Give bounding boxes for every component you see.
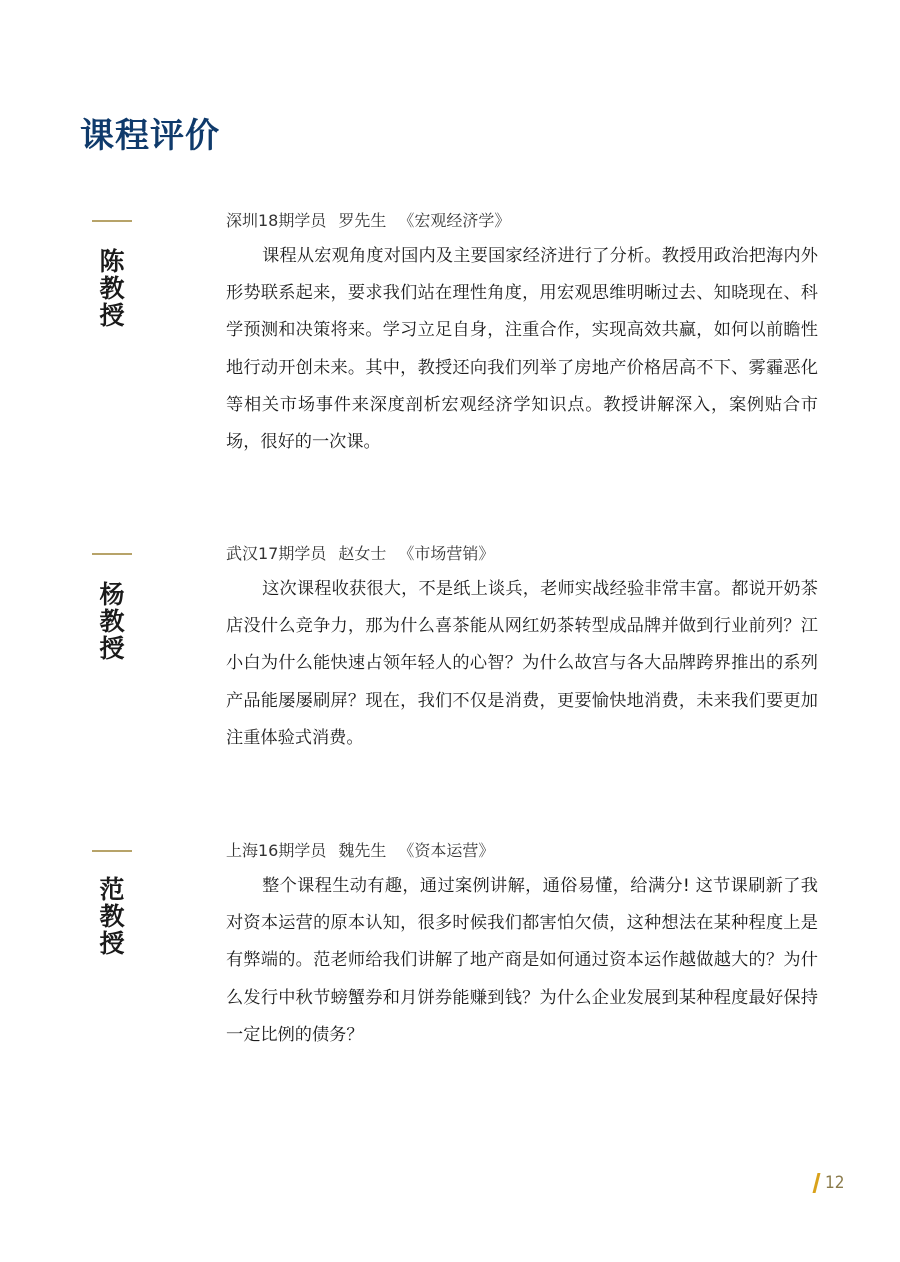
page-number-text: 12 <box>825 1173 845 1193</box>
page-title: 课程评价 <box>80 116 220 156</box>
review-course: 《资本运营》 <box>398 841 495 860</box>
review-cohort: 上海16期学员 <box>226 841 327 860</box>
review-cohort: 武汉17期学员 <box>226 544 327 563</box>
slash-icon <box>813 1173 821 1193</box>
review-student: 罗先生 <box>338 211 387 230</box>
review-cohort: 深圳18期学员 <box>226 211 327 230</box>
review-meta <box>226 543 494 565</box>
review-text: 这次课程收获很大，不是纸上谈兵，老师实战经验非常丰富。都说开奶茶店没什么竞争力，那为什么喜茶能从网红奶茶转型成品牌并做到行业前列？江小白为什么能快速占领年轻人的心智？为什么故宫与各大品牌跨界推出的系列产品能屡屡刷屏？现在，我们不仅是消费，更要愉快地消费，未来我们要更加注重体验式消费。 <box>226 579 818 748</box>
professor-divider <box>92 220 132 222</box>
review-student: 魏先生 <box>338 841 387 860</box>
review-student: 赵女士 <box>338 544 387 563</box>
review-text: 整个课程生动有趣，通过案例讲解，通俗易懂，给满分! 这节课刷新了我对资本运营的原本认知，很多时候我们都害怕欠债，这种想法在某种程度上是有弊端的。范老师给我们讲解了地产商是如何通过资本运作越做越大的？为什么发行中秋节螃蟹券和月饼券能赚到钱？为什么企业发展到某种程度最好保持一定比例的债务？ <box>226 876 818 1045</box>
professor-name: 范教授 <box>99 875 125 958</box>
page-number <box>815 1172 844 1194</box>
review-course: 《市场营销》 <box>398 544 495 563</box>
review-meta <box>226 210 510 232</box>
review-meta <box>226 840 494 862</box>
review-text: 课程从宏观角度对国内及主要国家经济进行了分析。教授用政治把海内外形势联系起来，要求我们站在理性角度，用宏观思维明晰过去、知晓现在、科学预测和决策将来。学习立足自身，注重合作，实现高效共赢，如何以前瞻性地行动开创未来。其中，教授还向我们列举了房地产价格居高不下、雾霾恶化等相关市场事件来深度剖析宏观经济学知识点。教授讲解深入，案例贴合市场，很好的一次课。 <box>226 246 818 453</box>
professor-name: 杨教授 <box>99 580 125 663</box>
review-course: 《宏观经济学》 <box>398 211 511 230</box>
professor-divider <box>92 553 132 555</box>
professor-name: 陈教授 <box>99 247 125 330</box>
professor-divider <box>92 850 132 852</box>
